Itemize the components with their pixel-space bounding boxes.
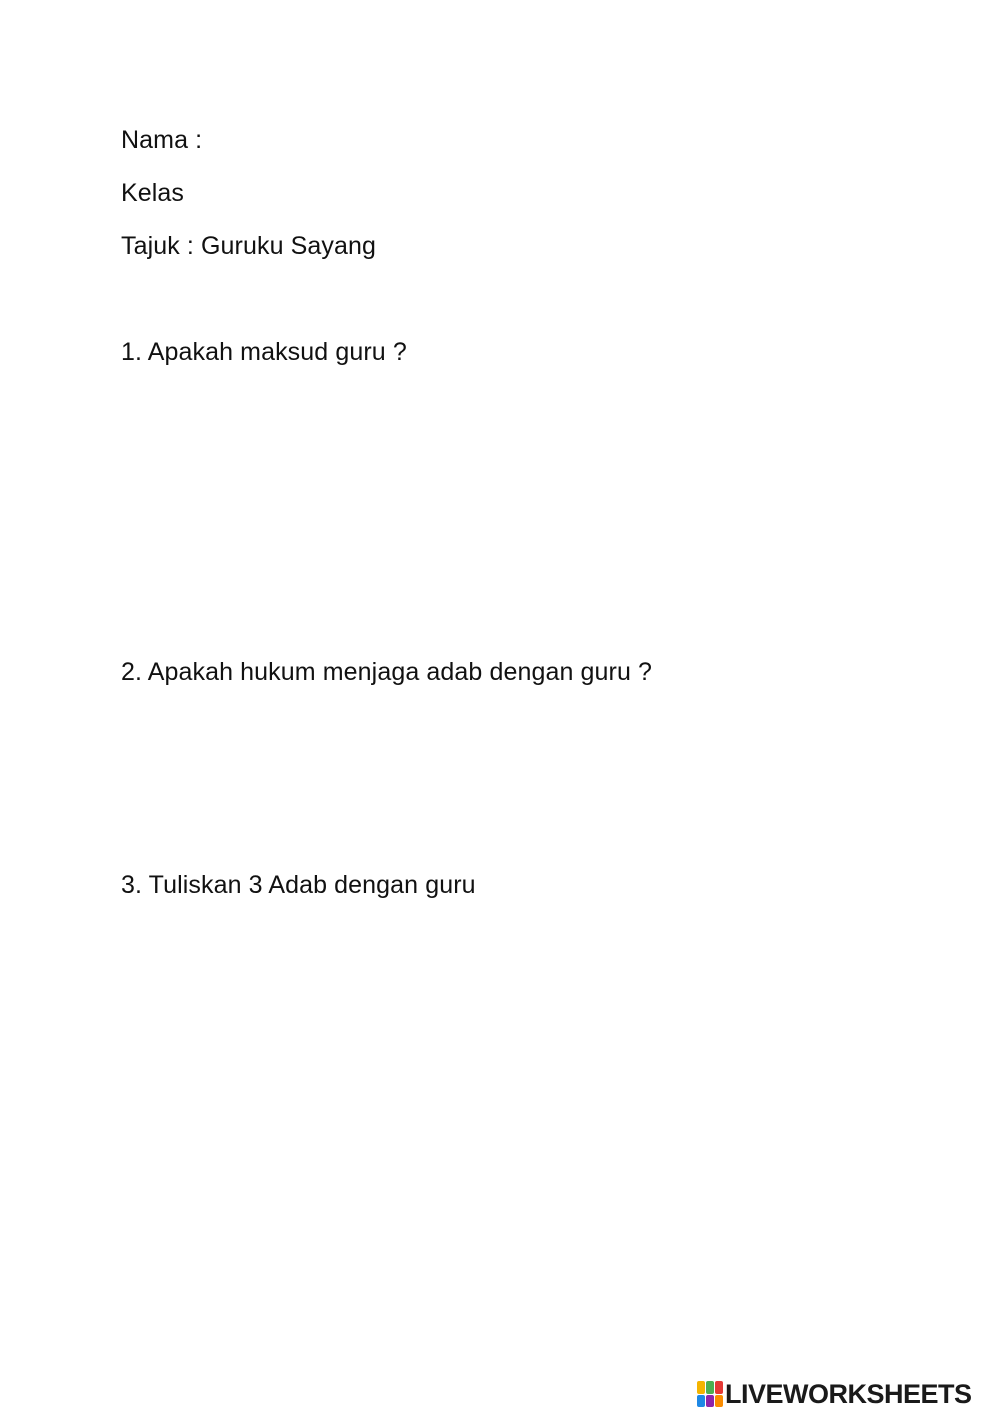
logo-square-6 bbox=[715, 1395, 723, 1408]
question-3: 3. Tuliskan 3 Adab dengan guru bbox=[121, 871, 476, 899]
liveworksheets-wordmark: LIVEWORKSHEETS bbox=[725, 1378, 972, 1409]
logo-square-4 bbox=[697, 1395, 705, 1408]
logo-square-3 bbox=[715, 1381, 723, 1394]
topic-label: Tajuk : Guruku Sayang bbox=[121, 232, 377, 260]
question-2: 2. Apakah hukum menjaga adab dengan guru ? bbox=[121, 658, 652, 686]
logo-square-2 bbox=[706, 1381, 714, 1394]
question-1: 1. Apakah maksud guru ? bbox=[121, 338, 407, 366]
class-label: Kelas bbox=[121, 179, 185, 207]
logo-square-5 bbox=[706, 1395, 714, 1408]
liveworksheets-logo bbox=[697, 1378, 972, 1410]
name-label: Nama : bbox=[121, 126, 203, 154]
logo-square-1 bbox=[697, 1381, 705, 1394]
liveworksheets-logo-icon bbox=[697, 1381, 723, 1407]
